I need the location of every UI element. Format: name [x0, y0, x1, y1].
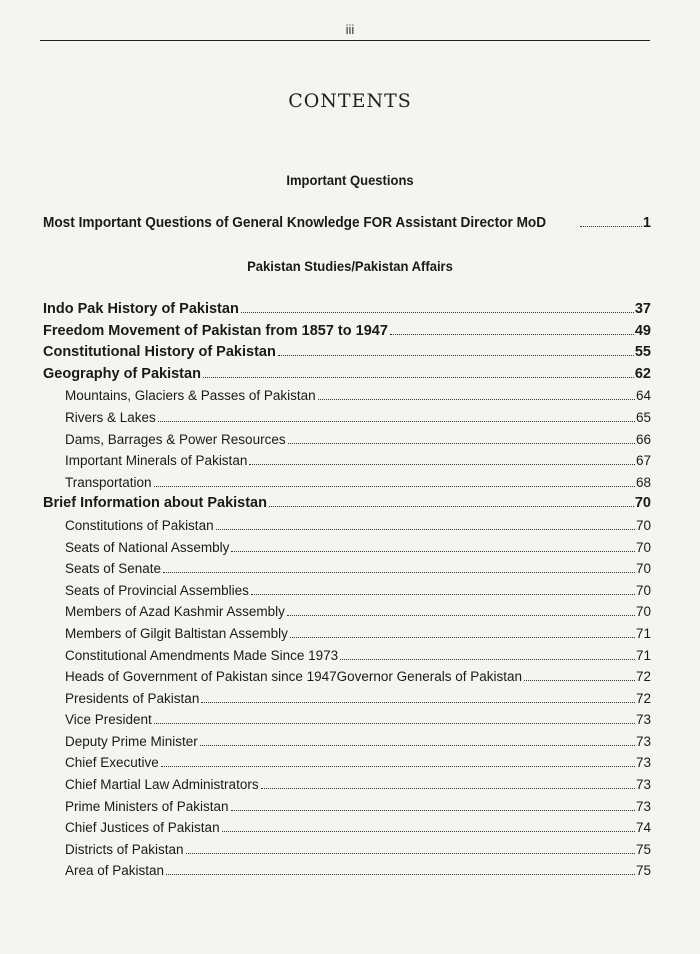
dot-leader: [154, 723, 635, 724]
toc-entry[interactable]: [43, 752, 651, 774]
toc-entry[interactable]: [43, 558, 651, 580]
toc-entry[interactable]: [43, 731, 651, 753]
toc-entry-page: 72: [635, 690, 651, 706]
toc-entry-page: 70: [634, 495, 651, 512]
dot-leader: [278, 355, 634, 356]
toc-entry[interactable]: [43, 537, 651, 559]
toc-entry[interactable]: [43, 342, 651, 364]
toc-entry[interactable]: [43, 515, 651, 537]
toc-entry[interactable]: [43, 493, 651, 515]
toc-entry-label: Seats of Senate: [65, 561, 162, 577]
toc-entry[interactable]: [43, 860, 651, 882]
dot-leader: [201, 702, 635, 703]
page-number: iii: [345, 22, 355, 37]
dot-leader: [166, 874, 635, 875]
dot-leader: [261, 788, 635, 789]
section-heading-important-questions: Important Questions: [286, 172, 414, 188]
toc-section-important-questions: [43, 213, 651, 235]
toc-entry-label: Area of Pakistan: [65, 863, 165, 879]
section-heading-pakistan-studies: Pakistan Studies/Pakistan Affairs: [247, 258, 453, 274]
toc-entry-label: Deputy Prime Minister: [65, 733, 198, 749]
toc-entry[interactable]: [43, 213, 651, 235]
toc-entry-label: Brief Information about Pakistan: [43, 495, 267, 512]
dot-leader: [203, 377, 634, 378]
dot-leader: [524, 680, 635, 681]
toc-entry-page: 74: [635, 820, 651, 836]
toc-entry-page: 71: [635, 647, 651, 663]
dot-leader: [163, 572, 635, 573]
toc-entry[interactable]: [43, 709, 651, 731]
dot-leader: [390, 334, 634, 335]
toc-entry-label: [43, 213, 578, 235]
toc-entry-page: 70: [635, 604, 651, 620]
toc-entry-label: Freedom Movement of Pakistan from 1857 to 1947: [43, 322, 388, 339]
toc-entry[interactable]: [43, 688, 651, 710]
toc-entry[interactable]: [43, 623, 651, 645]
dot-leader: [288, 443, 635, 444]
toc-entry-page: 64: [635, 388, 651, 404]
toc-entry[interactable]: [43, 666, 651, 688]
toc-entry[interactable]: [43, 299, 651, 321]
toc-entry[interactable]: [43, 385, 651, 407]
toc-entry[interactable]: [43, 407, 651, 429]
dot-leader: [231, 551, 635, 552]
toc-entry-page: 67: [635, 453, 651, 469]
toc-entry-page: 75: [635, 863, 651, 879]
toc-entry-label: Vice President: [65, 712, 152, 728]
toc-entry-page: 75: [635, 841, 651, 857]
dot-leader: [318, 399, 635, 400]
toc-entry-page: 73: [635, 777, 651, 793]
dot-leader: [290, 637, 635, 638]
toc-entry-label: Districts of Pakistan: [65, 841, 184, 857]
dot-leader: [269, 506, 634, 507]
toc-entry[interactable]: [43, 450, 651, 472]
toc-entry-page: 1: [642, 215, 651, 231]
toc-entry-page: 73: [635, 733, 651, 749]
toc-entry-page: 66: [635, 431, 651, 447]
toc-entry[interactable]: [43, 601, 651, 623]
toc-entry-label: Presidents of Pakistan: [65, 690, 200, 706]
toc-entry[interactable]: [43, 817, 651, 839]
toc-entry[interactable]: [43, 364, 651, 386]
toc-entry-page: 68: [635, 474, 651, 490]
toc-entry-page: 73: [635, 755, 651, 771]
dot-leader: [158, 421, 635, 422]
toc-entry-label: Seats of National Assembly: [65, 539, 230, 555]
dot-leader: [161, 766, 635, 767]
dot-leader: [231, 810, 635, 811]
toc-entry-page: 70: [635, 517, 651, 533]
toc-entry-label: Members of Azad Kashmir Assembly: [65, 604, 285, 620]
dot-leader: [222, 831, 635, 832]
toc-entry-page: 65: [635, 409, 651, 425]
toc-entry-label: Constitutional Amendments Made Since 1973: [65, 647, 339, 663]
toc-entry-label: Chief Executive: [65, 755, 159, 771]
toc-entry-page: 73: [635, 712, 651, 728]
toc-entry[interactable]: [43, 839, 651, 861]
toc-entry-label: Heads of Government of Pakistan since 1947Governor Generals of Pakistan: [65, 669, 522, 685]
toc-entry[interactable]: [43, 472, 651, 494]
toc-entry[interactable]: [43, 321, 651, 343]
dot-leader: [186, 853, 635, 854]
toc-entry[interactable]: [43, 580, 651, 602]
toc-entry-label: Dams, Barrages & Power Resources: [65, 431, 286, 447]
toc-entry-label: Transportation: [65, 474, 152, 490]
dot-leader: [200, 745, 635, 746]
toc-entry-label: Rivers & Lakes: [65, 409, 156, 425]
toc-entry-label: Important Minerals of Pakistan: [65, 453, 248, 469]
dot-leader: [340, 659, 635, 660]
toc-entry-page: 49: [634, 322, 651, 339]
toc-entry-label: Constitutional History of Pakistan: [43, 344, 276, 361]
toc-entry-label: Chief Justices of Pakistan: [65, 820, 220, 836]
toc-entry-label: Mountains, Glaciers & Passes of Pakistan: [65, 388, 316, 404]
toc-section-pakistan-studies: [43, 299, 651, 882]
toc-entry-page: 72: [635, 669, 651, 685]
dot-leader: [216, 529, 635, 530]
toc-entry-page: 71: [635, 625, 651, 641]
toc-entry-label: Geography of Pakistan: [43, 365, 201, 382]
toc-entry-page: 73: [635, 798, 651, 814]
toc-entry-label: Chief Martial Law Administrators: [65, 777, 259, 793]
dot-leader: [580, 226, 642, 227]
toc-entry-label: Prime Ministers of Pakistan: [65, 798, 229, 814]
toc-entry-page: 55: [634, 344, 651, 361]
toc-entry-label: Indo Pak History of Pakistan: [43, 301, 239, 317]
dot-leader: [249, 464, 635, 465]
toc-entry-label: Seats of Provincial Assemblies: [65, 582, 249, 598]
toc-entry-page: 62: [634, 365, 651, 382]
toc-entry-page: 70: [635, 582, 651, 598]
toc-entry[interactable]: [43, 645, 651, 667]
toc-entry-label: Constitutions of Pakistan: [65, 517, 214, 533]
toc-entry-page: 37: [634, 301, 651, 317]
toc-entry[interactable]: [43, 429, 651, 451]
toc-entry[interactable]: [43, 796, 651, 818]
dot-leader: [154, 486, 635, 487]
header-rule: [40, 40, 650, 41]
dot-leader: [287, 615, 635, 616]
dot-leader: [251, 594, 635, 595]
toc-entry-label-text: Most Important Questions of General Knowledge FOR Assistant Director MoD: [43, 215, 547, 231]
page-title: CONTENTS: [288, 90, 412, 112]
toc-entry-page: 70: [635, 539, 651, 555]
toc-entry-label: Members of Gilgit Baltistan Assembly: [65, 625, 288, 641]
toc-entry-page: 70: [635, 561, 651, 577]
toc-entry[interactable]: [43, 774, 651, 796]
dot-leader: [241, 312, 634, 313]
